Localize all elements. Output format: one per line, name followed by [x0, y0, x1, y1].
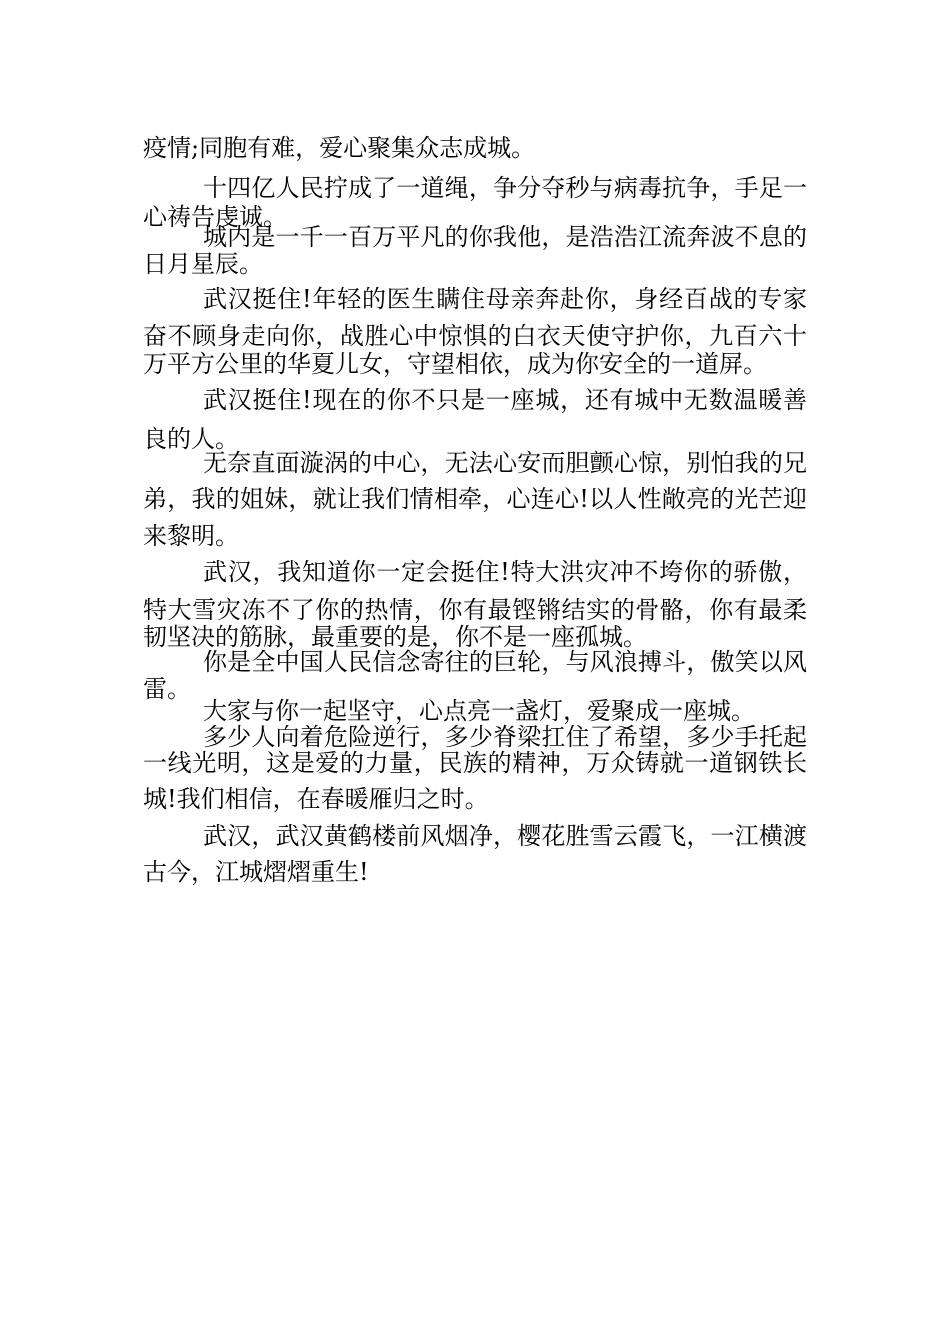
text-line: 武汉，我知道你一定会挺住!特大洪灾冲不垮你的骄傲， [203, 558, 807, 586]
text-line: 日月星辰。 [143, 250, 263, 278]
text-line: 你是全中国人民信念寄往的巨轮，与风浪搏斗，傲笑以风 [203, 648, 807, 676]
text-line: 弟，我的姐妹，就让我们情相牵，心连心!以人性敞亮的光芒迎 [143, 485, 807, 513]
text-line: 武汉挺住!现在的你不只是一座城，还有城中无数温暖善 [203, 386, 807, 414]
text-line: 万平方公里的华夏儿女，守望相依，成为你安全的一道屏。 [143, 350, 767, 378]
text-line: 武汉挺住!年轻的医生瞒住母亲奔赴你，身经百战的专家 [203, 285, 807, 313]
text-line: 特大雪灾冻不了你的热情，你有最铿锵结实的骨骼，你有最柔 [143, 596, 807, 624]
text-line: 来黎明。 [143, 522, 239, 550]
text-line: 心祷告虔诚。 [143, 203, 287, 231]
text-line: 疫情;同胞有难，爱心聚集众志成城。 [143, 134, 536, 162]
text-line: 城!我们相信，在春暖雁归之时。 [143, 785, 489, 813]
text-line: 雷。 [143, 675, 191, 703]
text-line: 奋不顾身走向你，战胜心中惊惧的白衣天使守护你，九百六十 [143, 322, 807, 350]
text-line: 大家与你一起坚守，心点亮一盏灯，爱聚成一座城。 [203, 697, 755, 725]
text-line: 良的人。 [143, 425, 239, 453]
text-line: 十四亿人民拧成了一道绳，争分夺秒与病毒抗争，手足一 [203, 174, 807, 202]
text-line: 古今，江城熠熠重生! [143, 858, 369, 886]
text-line: 韧坚决的筋脉，最重要的是，你不是一座孤城。 [143, 623, 647, 651]
text-line: 多少人向着危险逆行，多少脊梁扛住了希望，多少手托起 [203, 723, 807, 751]
text-line: 一线光明，这是爱的力量，民族的精神，万众铸就一道钢铁长 [143, 749, 807, 777]
text-line: 武汉，武汉黄鹤楼前风烟净，樱花胜雪云霞飞，一江横渡 [203, 822, 807, 850]
text-line: 城内是一千一百万平凡的你我他，是浩浩江流奔波不息的 [203, 223, 807, 251]
text-line: 无奈直面漩涡的中心，无法心安而胆颤心惊，别怕我的兄 [203, 449, 807, 477]
